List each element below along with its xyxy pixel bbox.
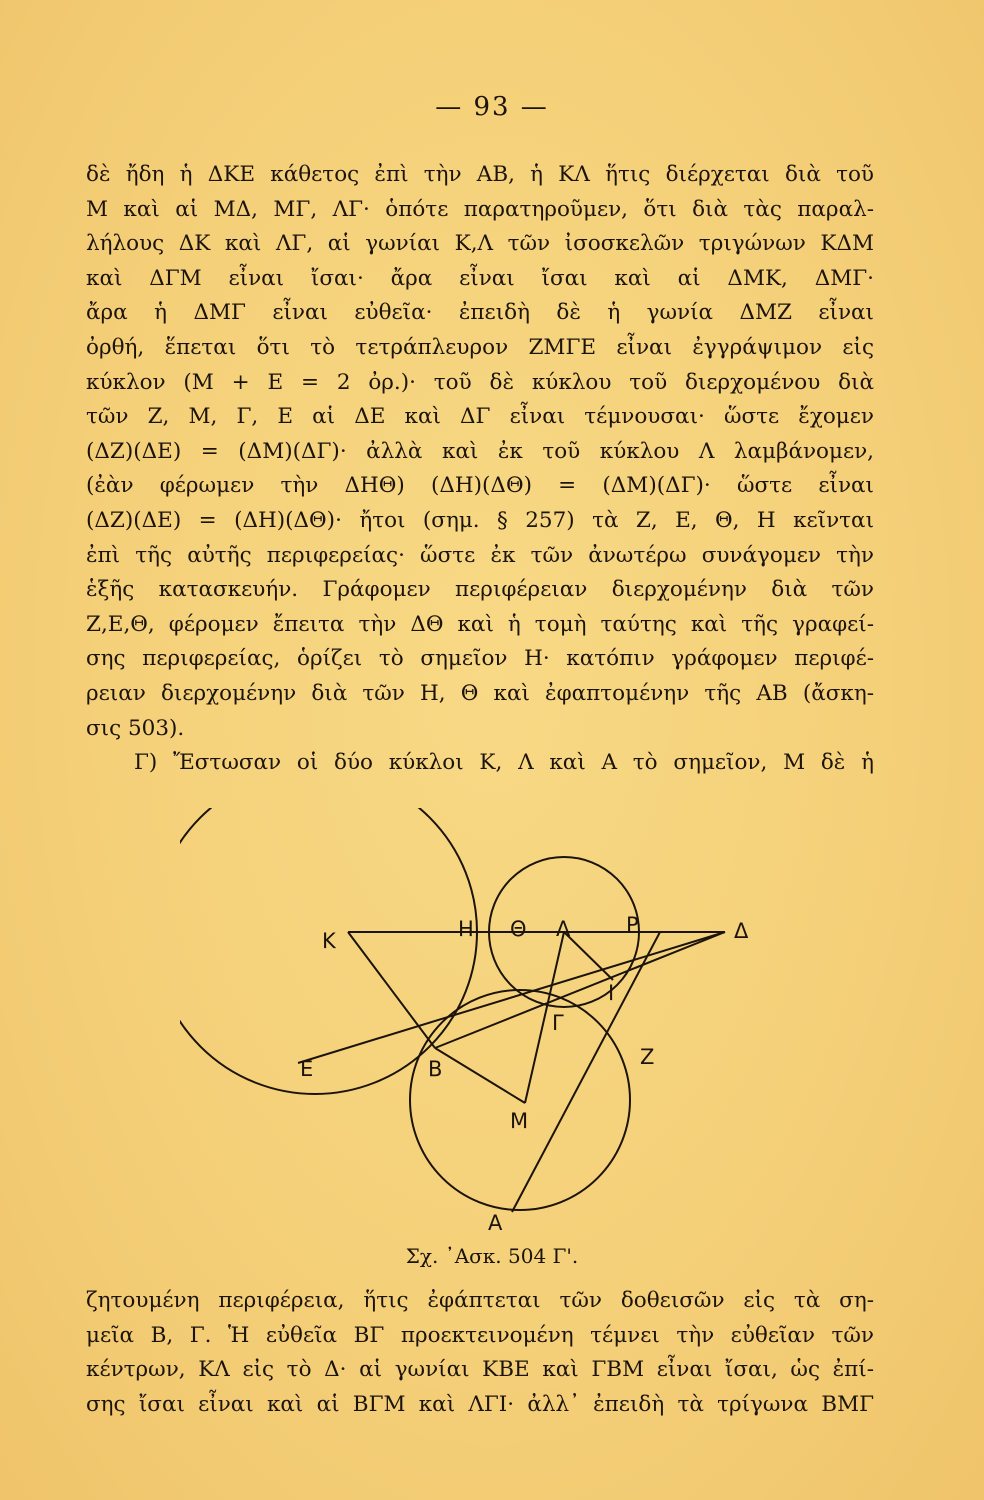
text-line: κύκλον (Μ + Ε = 2 ὀρ.)· τοῦ δὲ κύκλου τοῦ διερχομένου διὰ — [86, 369, 874, 395]
text-line: Ζ,Ε,Θ, φέρομεν ἔπειτα τὴν ΔΘ καὶ ἡ τομὴ ταύτης καὶ τῆς γραφεί- — [86, 611, 874, 637]
label-i: Ι — [608, 981, 615, 1005]
label-e: Ε — [300, 1057, 314, 1081]
text-line: Μ καὶ αἱ ΜΔ, ΜΓ, ΛΓ· ὁπότε παρατηροῦμεν, ὅτι διὰ τὰς παραλ- — [86, 196, 874, 222]
text-line: μεῖα Β, Γ. Ἡ εὐθεῖα ΒΓ προεκτεινομένη τέμνει τὴν εὐθεῖαν τῶν — [86, 1322, 874, 1348]
text-line: (ἐὰν φέρωμεν τὴν ΔΗΘ) (ΔΗ)(ΔΘ) = (ΔΜ)(ΔΓ)· ὥστε εἶναι — [86, 473, 874, 499]
text-line: σης ἴσαι εἶναι καὶ αἱ ΒΓΜ καὶ ΛΓΙ· ἀλλ᾿ ἐπειδὴ τὰ τρίγωνα ΒΜΓ — [86, 1391, 874, 1417]
label-delta: Δ — [734, 919, 749, 943]
text-line: ἄρα ἡ ΔΜΓ εἶναι εὐθεῖα· ἐπειδὴ δὲ ἡ γωνία ΔΜΖ εἶναι — [86, 300, 874, 326]
text-line: Γ) Ἔστωσαν οἱ δύο κύκλοι Κ, Λ καὶ Α τὸ σημεῖον, Μ δὲ ἡ — [134, 750, 874, 776]
text-line: ἑξῆς κατασκευήν. Γράφομεν περιφέρειαν διερχομένην διὰ τῶν — [86, 577, 874, 603]
text-line: δὲ ἤδη ἡ ΔΚΕ κάθετος ἐπὶ τὴν ΑΒ, ἡ ΚΛ ἥτις διέρχεται διὰ τοῦ — [86, 162, 874, 187]
text-line: (ΔΖ)(ΔΕ) = (ΔΜ)(ΔΓ)· ἀλλὰ καὶ ἐκ τοῦ κύκλου Λ λαμβάνομεν, — [86, 438, 874, 464]
line-b-m — [435, 1048, 525, 1103]
label-m: Μ — [510, 1109, 529, 1133]
text-line: ἐπὶ τῆς αὐτῆς περιφερείας· ὥστε ἐκ τῶν ἀνωτέρω συνάγομεν τὴν — [86, 542, 874, 568]
label-theta: Θ — [510, 917, 527, 941]
text-line: κέντρων, ΚΛ εἰς τὸ Δ· αἱ γωνίαι ΚΒΕ καὶ ΓΒΜ εἶναι ἴσαι, ὡς ἐπί- — [86, 1357, 874, 1383]
geometry-figure — [180, 808, 800, 1248]
label-z: Ζ — [640, 1045, 655, 1069]
label-lambda: Λ — [556, 917, 571, 941]
label-rho: Ρ — [626, 913, 639, 937]
line-lambda-i — [564, 932, 613, 980]
line-b-delta — [435, 932, 725, 1048]
text-line: ζητουμένη περιφέρεια, ἥτις ἐφάπτεται τῶν δοθεισῶν εἰς τὰ ση- — [86, 1288, 874, 1313]
label-k: Κ — [322, 929, 336, 953]
text-block-top — [86, 158, 874, 781]
page-number: — 93 — — [435, 92, 549, 122]
text-line: (ΔΖ)(ΔΕ) = (ΔΗ)(ΔΘ)· ἤτοι (σημ. § 257) τὰ Ζ, Ε, Θ, Η κεῖνται — [86, 507, 874, 533]
text-line: σης περιφερείας, ὁρίζει τὸ σημεῖον Η· κατόπιν γράφομεν περιφέ- — [86, 646, 874, 672]
text-line: σις 503). — [86, 715, 185, 741]
label-a: Α — [488, 1211, 503, 1235]
text-line: λήλους ΔΚ καὶ ΛΓ, αἱ γωνίαι Κ,Λ τῶν ἰσοσκελῶν τριγώνων ΚΔΜ — [86, 231, 874, 257]
text-block-bottom — [86, 1284, 874, 1422]
text-line: ρειαν διερχομένην διὰ τῶν Η, Θ καὶ ἐφαπτομένην τῆς ΑΒ (ἄσκη- — [86, 680, 874, 706]
label-b: Β — [428, 1057, 443, 1081]
text-line: τῶν Ζ, Μ, Γ, Ε αἱ ΔΕ καὶ ΔΓ εἶναι τέμνουσαι· ὥστε ἔχομεν — [86, 404, 874, 430]
text-line: ὀρθή, ἕπεται ὅτι τὸ τετράπλευρον ΖΜΓΕ εἶναι ἐγγράψιμον εἰς — [86, 334, 874, 360]
line-k-b — [348, 932, 435, 1048]
figure-caption: Σχ. ᾿Ασκ. 504 Γ'. — [405, 1244, 579, 1268]
label-h: Η — [458, 917, 474, 941]
text-line: καὶ ΔΓΜ εἶναι ἴσαι· ἄρα εἶναι ἴσαι καὶ αἱ ΔΜΚ, ΔΜΓ· — [86, 265, 874, 291]
label-gamma: Γ — [552, 1011, 564, 1035]
